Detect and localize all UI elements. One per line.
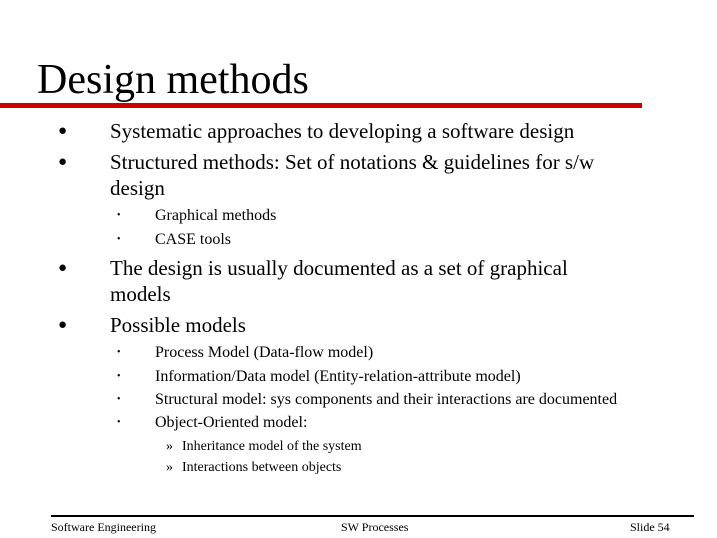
subsub-bullet-icon: »: [166, 460, 173, 475]
sub-bullet-text: Object-Oriented model:: [155, 414, 308, 431]
bullet-icon: ●: [58, 154, 68, 170]
bullet-icon: ●: [58, 317, 68, 333]
footer-rule: [51, 515, 694, 517]
sub-bullet-icon: •: [117, 210, 121, 221]
bullet-text: Systematic approaches to developing a software design: [110, 119, 575, 143]
bullet-text: The design is usually documented as a set of graphical: [110, 256, 568, 280]
footer-topic: SW Processes: [341, 520, 409, 534]
sub-bullet-icon: •: [117, 371, 121, 382]
sub-bullet-text: Information/Data model (Entity-relation-attribute model): [155, 368, 521, 385]
bullet-icon: ●: [58, 260, 68, 276]
sub-bullet-icon: •: [117, 417, 121, 428]
subsub-bullet-icon: »: [166, 439, 173, 454]
slide-title: Design methods: [37, 57, 309, 103]
bullet-icon: ●: [58, 123, 68, 139]
sub-bullet-text: Process Model (Data-flow model): [155, 344, 374, 361]
title-underline: [0, 103, 642, 108]
sub-bullet-icon: •: [117, 394, 121, 405]
subsub-bullet-text: Interactions between objects: [182, 460, 342, 475]
footer-course: Software Engineering: [51, 520, 156, 534]
bullet-text-continuation: design: [110, 176, 165, 200]
sub-bullet-icon: •: [117, 347, 121, 358]
sub-bullet-text: Structural model: sys components and their interactions are documented: [155, 391, 618, 408]
sub-bullet-icon: •: [117, 234, 121, 245]
bullet-text: Possible models: [110, 313, 246, 337]
sub-bullet-text: Graphical methods: [155, 207, 277, 224]
footer-slide-number: Slide 54: [630, 520, 670, 534]
sub-bullet-text: CASE tools: [155, 231, 232, 248]
bullet-text: Structured methods: Set of notations & guidelines for s/w: [110, 150, 595, 174]
subsub-bullet-text: Inheritance model of the system: [182, 439, 362, 454]
bullet-text-continuation: models: [110, 282, 171, 306]
